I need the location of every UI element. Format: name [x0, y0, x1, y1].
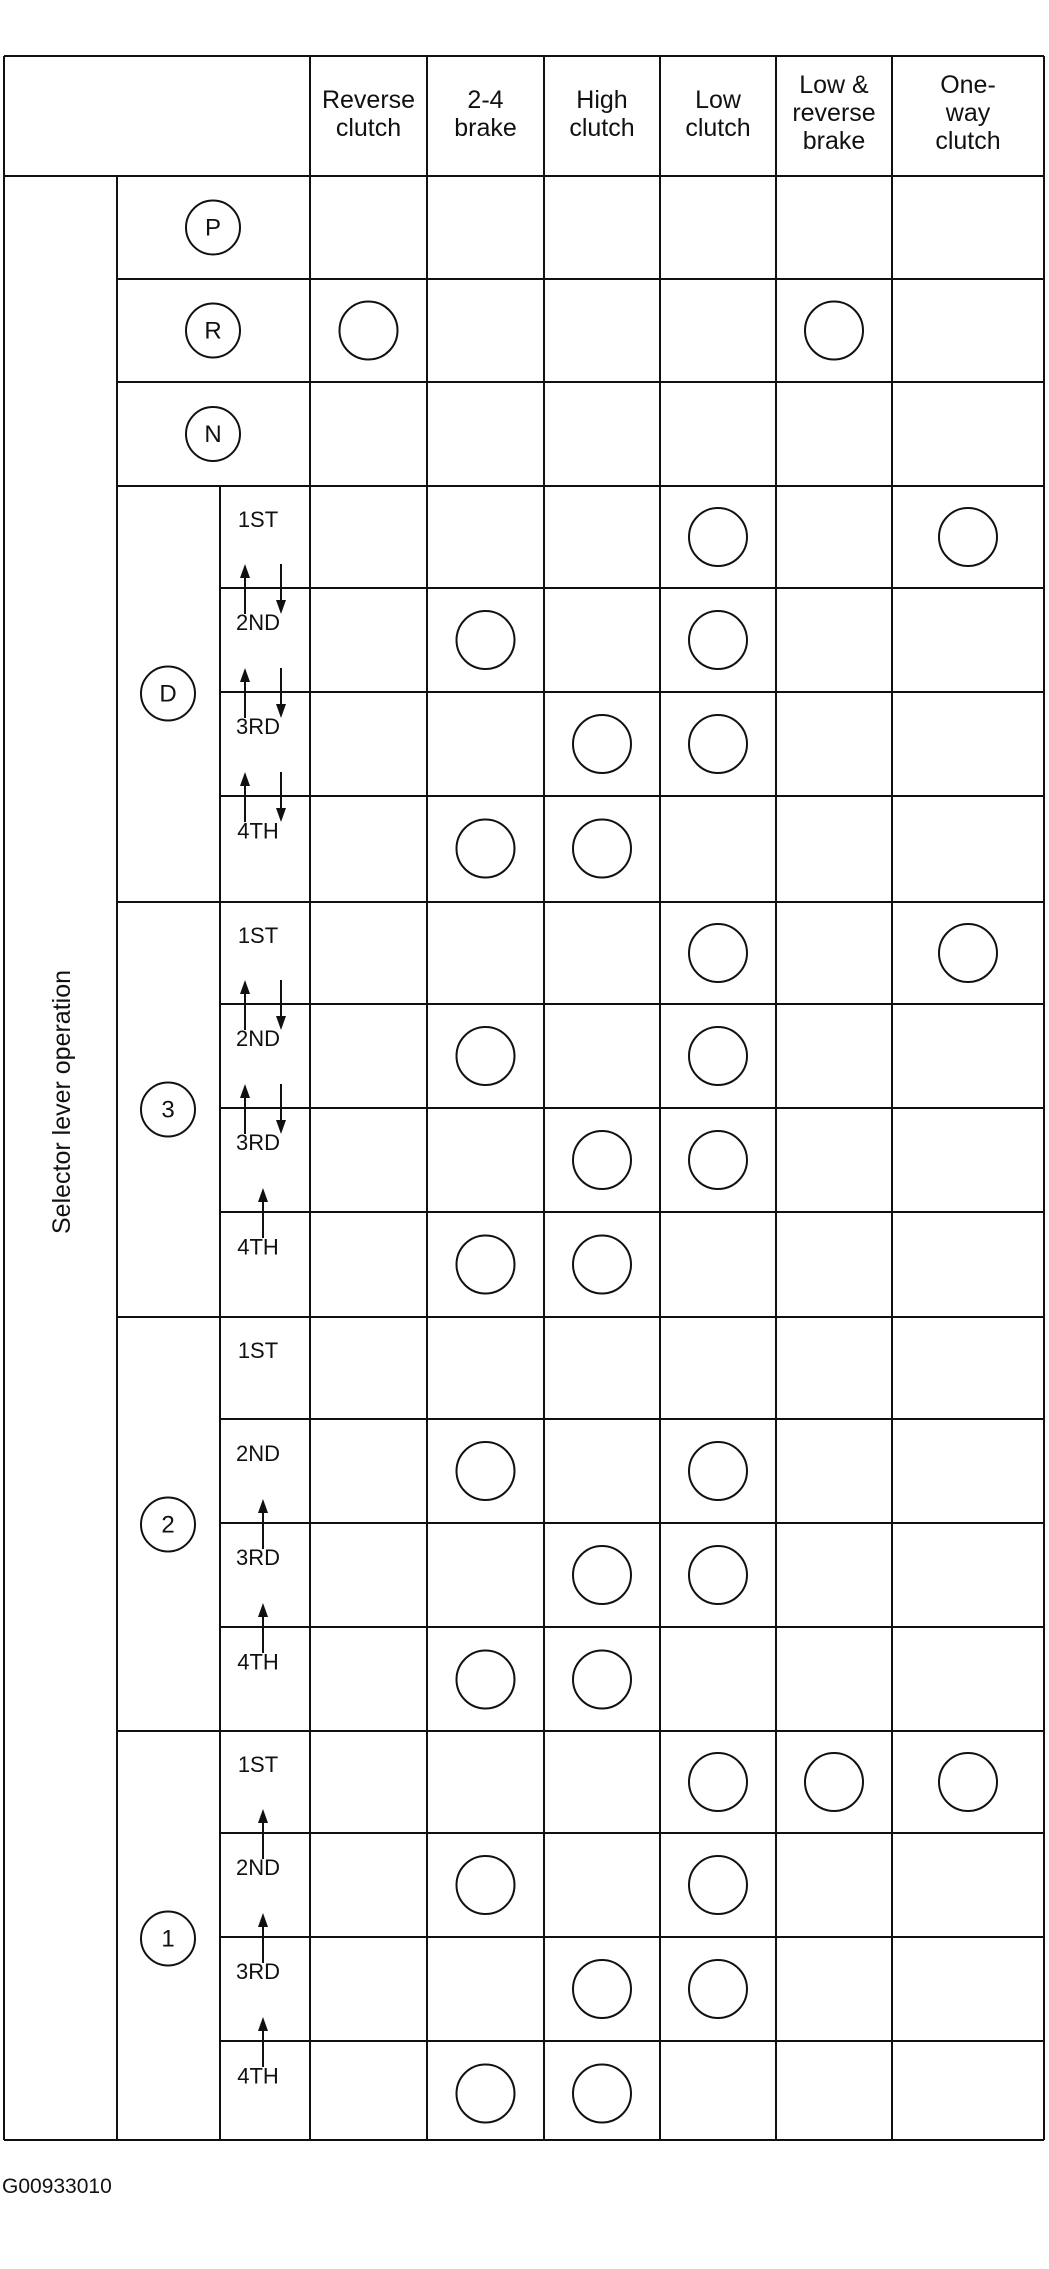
column-header-3-line-1: clutch [685, 114, 751, 142]
selector-position-P-label: P [204, 214, 222, 242]
gear-label-3-2ND: 2ND [235, 1026, 281, 1051]
selector-position-1-label: 1 [161, 1925, 175, 1953]
upshift-arrow-3-0-head [240, 980, 250, 994]
row-R-engaged-mark-col-4 [805, 302, 863, 360]
gear-label-D-1ST: 1ST [237, 507, 279, 532]
gear-label-2-4TH: 4TH [237, 1649, 279, 1675]
gear-label-1-1ST: 1ST [237, 1752, 279, 1777]
upshift-arrow-1-1-head [258, 1913, 268, 1927]
selector-position-N-label: N [204, 421, 222, 448]
column-header-5-line-1: way [945, 99, 991, 127]
group-3-2ND-engaged-mark-col-3 [689, 1027, 747, 1085]
group-2-3RD-engaged-mark-col-3 [689, 1546, 747, 1604]
column-header-1-line-0: 2-4 [467, 86, 504, 114]
gear-label-D-3RD: 3RD [235, 714, 281, 739]
column-header-2-line-0: High [576, 86, 628, 114]
column-header-2-line-1: clutch [569, 114, 635, 142]
group-D-1ST-engaged-mark-col-5 [939, 508, 997, 566]
group-D-1ST-engaged-mark-col-3 [689, 508, 747, 566]
table-grid [4, 56, 1044, 2140]
group-2-2ND-engaged-mark-col-1 [457, 1442, 515, 1500]
gear-label-3-1ST: 1ST [237, 923, 279, 948]
gear-label-2-1ST: 1ST [237, 1338, 279, 1363]
group-D-3RD-engaged-mark-col-2 [573, 715, 631, 773]
upshift-arrow-1-0-head [258, 1809, 268, 1823]
gear-label-1-3RD: 3RD [235, 1959, 281, 1984]
gear-label-D-2ND: 2ND [235, 610, 281, 635]
gear-label-3-4TH: 4TH [237, 1234, 279, 1260]
column-header-3-line-0: Low [695, 86, 741, 114]
gear-label-3-3RD: 3RD [235, 1130, 281, 1155]
gear-label-1-4TH: 4TH [237, 2063, 279, 2089]
table-body [141, 201, 997, 2123]
selector-position-2-label: 2 [161, 1511, 175, 1539]
upshift-arrow-D-1-head [240, 668, 250, 682]
upshift-arrow-2-2-head [258, 1603, 268, 1617]
upshift-arrow-D-0-head [240, 564, 250, 578]
column-header-4-line-2: brake [802, 127, 866, 155]
group-2-3RD-engaged-mark-col-2 [573, 1546, 631, 1604]
selector-position-D-label: D [159, 680, 177, 708]
group-D-2ND-engaged-mark-col-1 [457, 611, 515, 669]
group-3-2ND-engaged-mark-col-1 [457, 1027, 515, 1085]
group-2-4TH-engaged-mark-col-1 [457, 1651, 515, 1709]
group-D-3RD-engaged-mark-col-3 [689, 715, 747, 773]
gear-label-2-2ND: 2ND [235, 1441, 281, 1466]
column-header-5-line-0: One- [940, 71, 996, 99]
group-3-1ST-engaged-mark-col-5 [939, 924, 997, 982]
group-1-1ST-engaged-mark-col-3 [689, 1753, 747, 1811]
upshift-arrow-3-2-head [258, 1188, 268, 1202]
group-2-4TH-engaged-mark-col-2 [573, 1651, 631, 1709]
selector-lever-operation-label: Selector lever operation [48, 969, 76, 1235]
group-3-3RD-engaged-mark-col-3 [689, 1131, 747, 1189]
column-header-4-line-1: reverse [792, 99, 876, 127]
upshift-arrow-3-1-head [240, 1084, 250, 1098]
column-header-5-line-2: clutch [935, 127, 1001, 155]
group-3-4TH-engaged-mark-col-2 [573, 1236, 631, 1294]
group-3-3RD-engaged-mark-col-2 [573, 1131, 631, 1189]
group-1-4TH-engaged-mark-col-1 [457, 2065, 515, 2123]
column-header-4-line-0: Low & [799, 71, 869, 99]
column-header-0-line-0: Reverse [321, 86, 416, 114]
group-1-2ND-engaged-mark-col-3 [689, 1856, 747, 1914]
group-D-4TH-engaged-mark-col-2 [573, 820, 631, 878]
figure-id: G00933010 [2, 2175, 112, 2198]
group-1-3RD-engaged-mark-col-2 [573, 1960, 631, 2018]
group-2-2ND-engaged-mark-col-3 [689, 1442, 747, 1500]
group-3-1ST-engaged-mark-col-3 [689, 924, 747, 982]
group-D-4TH-engaged-mark-col-1 [457, 820, 515, 878]
group-1-1ST-engaged-mark-col-5 [939, 1753, 997, 1811]
gear-label-2-3RD: 3RD [235, 1545, 281, 1570]
gear-label-1-2ND: 2ND [235, 1855, 281, 1880]
selector-position-3-label: 3 [161, 1096, 175, 1124]
column-header-1-line-1: brake [454, 114, 517, 142]
row-R-engaged-mark-col-0 [340, 302, 398, 360]
upshift-arrow-2-1-head [258, 1499, 268, 1513]
upshift-arrow-1-2-head [258, 2017, 268, 2031]
upshift-arrow-D-2-head [240, 772, 250, 786]
group-1-1ST-engaged-mark-col-4 [805, 1753, 863, 1811]
group-1-2ND-engaged-mark-col-1 [457, 1856, 515, 1914]
selector-position-R-label: R [204, 317, 222, 345]
column-headers [322, 71, 1001, 155]
group-3-4TH-engaged-mark-col-1 [457, 1236, 515, 1294]
column-header-0-line-1: clutch [335, 114, 402, 142]
group-1-4TH-engaged-mark-col-2 [573, 2065, 631, 2123]
gear-label-D-4TH: 4TH [237, 818, 279, 844]
group-1-3RD-engaged-mark-col-3 [689, 1960, 747, 2018]
group-D-2ND-engaged-mark-col-3 [689, 611, 747, 669]
